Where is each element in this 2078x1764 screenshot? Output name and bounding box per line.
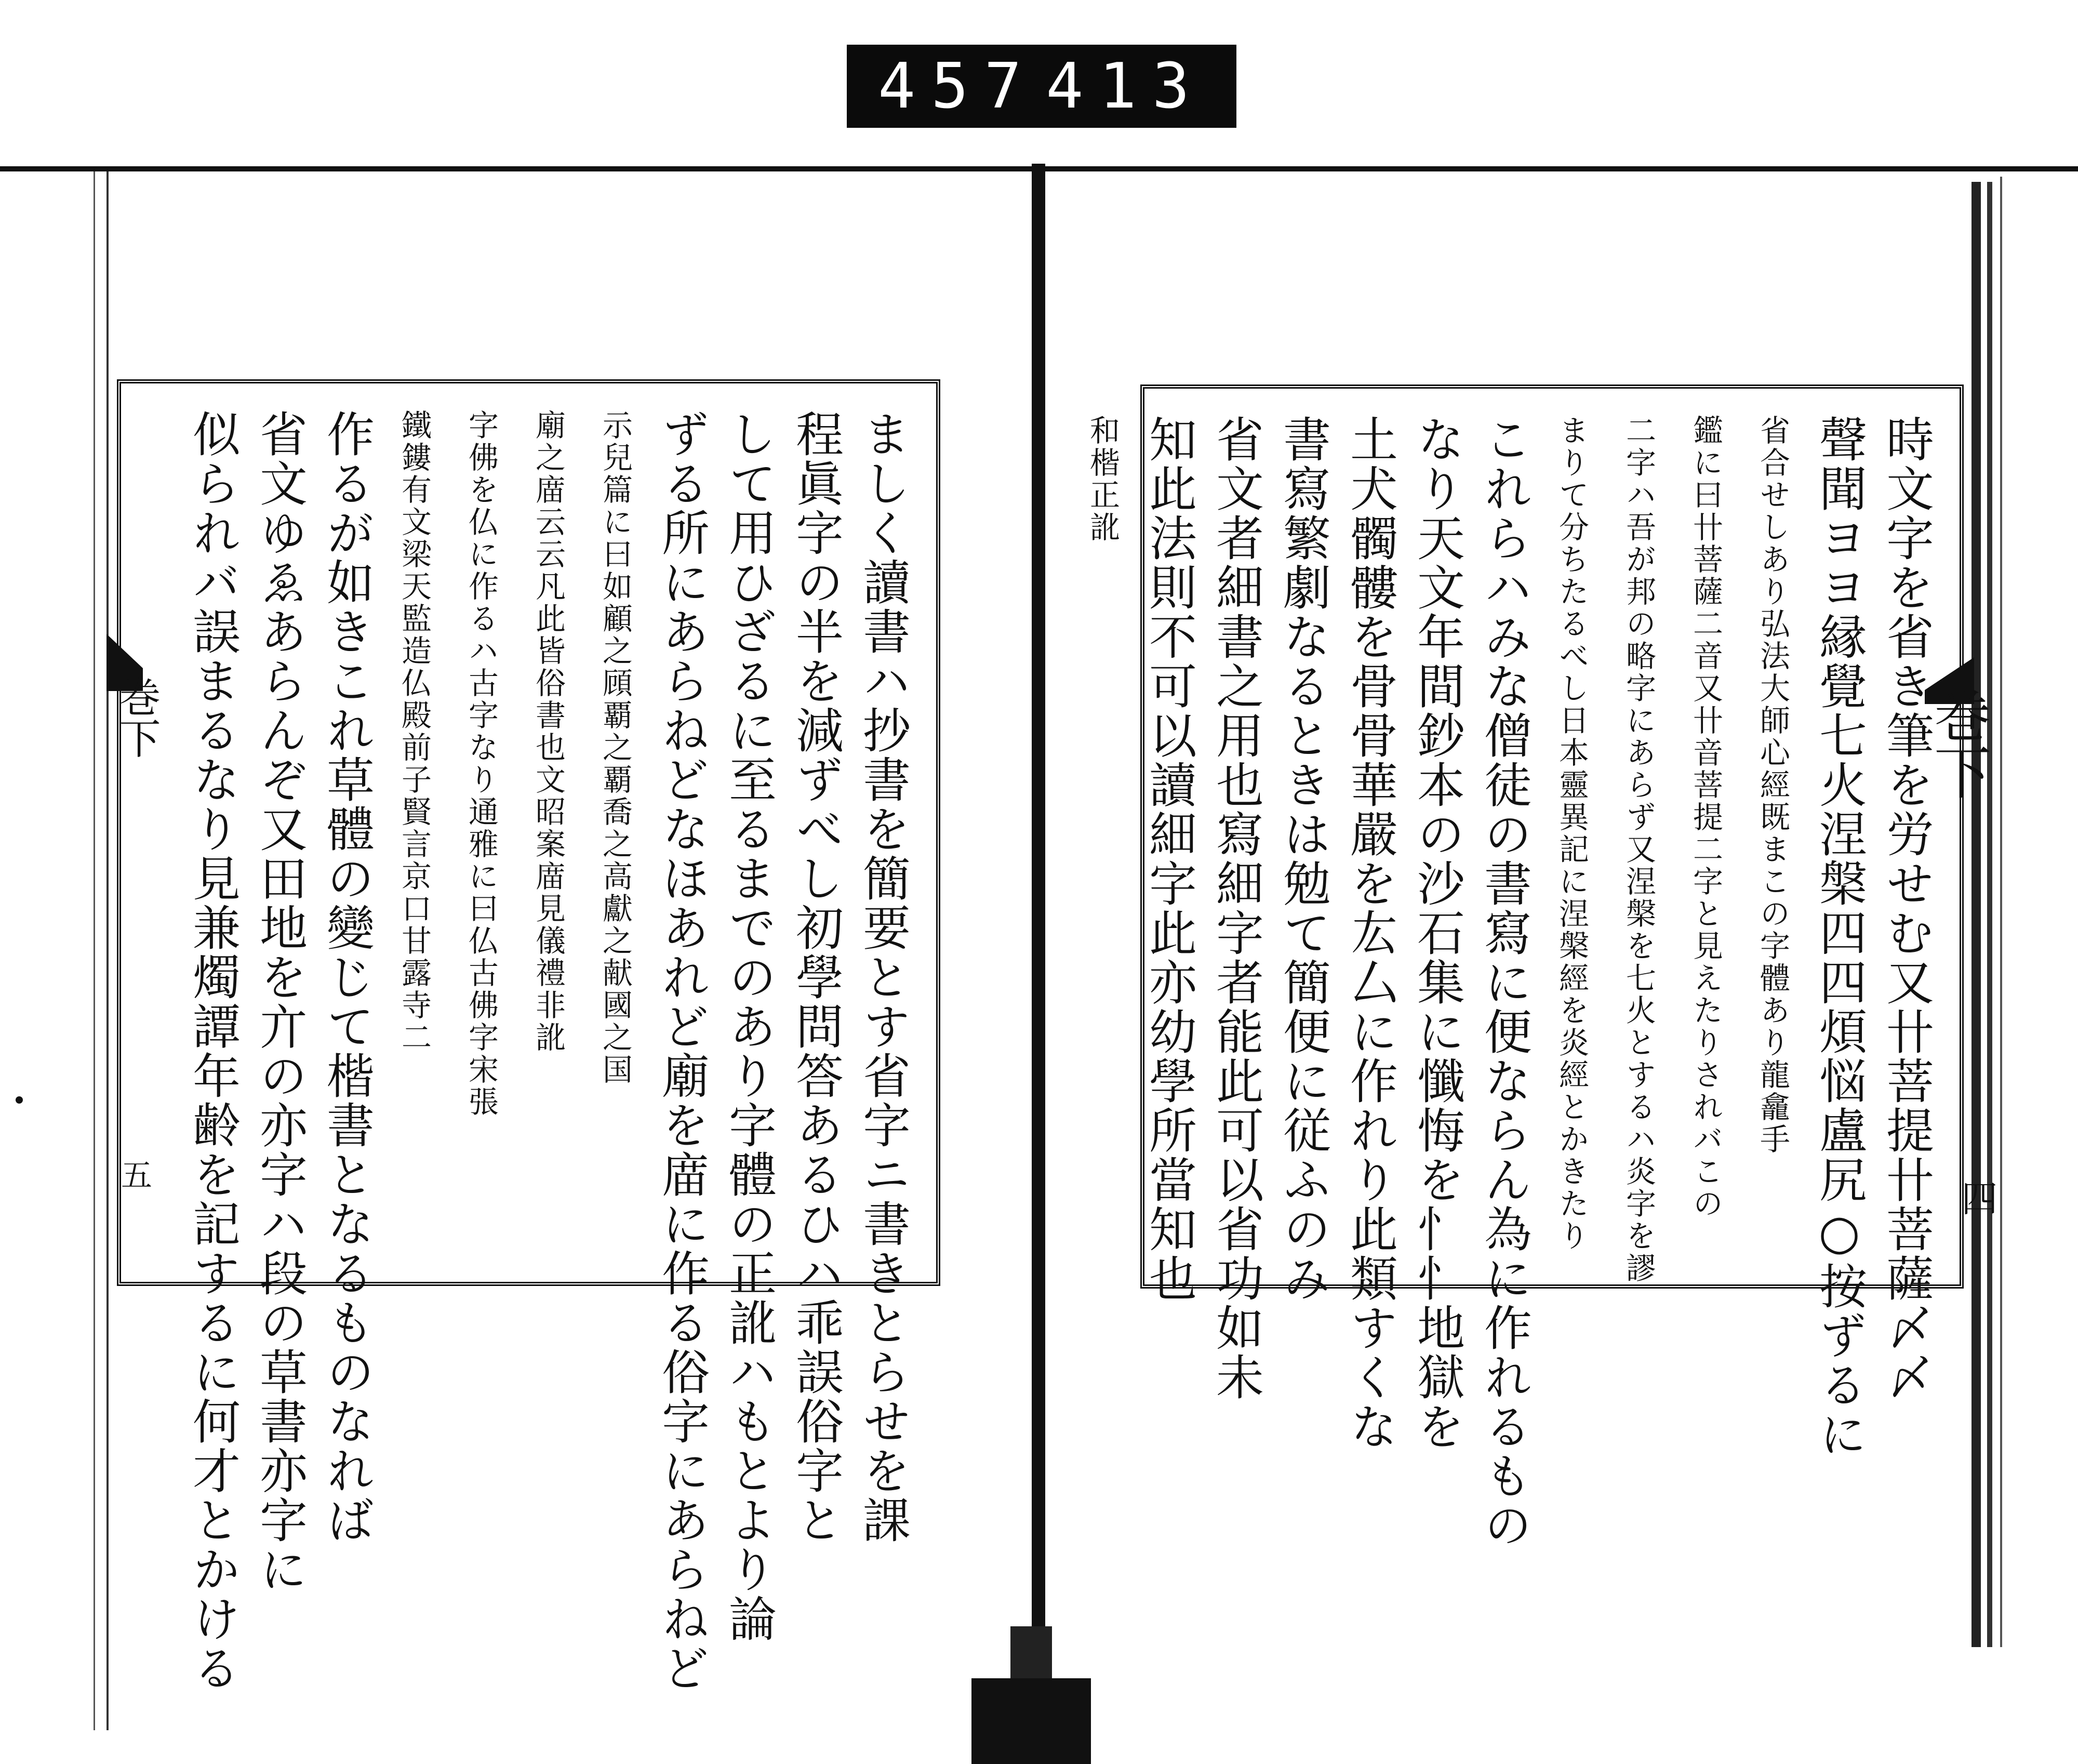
right-volume-label: 巻下 bbox=[1925, 686, 1991, 800]
right-text-column: なり天文年間鈔本の沙石集に懺悔を忄忄地獄を bbox=[1409, 415, 1465, 1451]
catalog-number-right: 413 bbox=[1046, 50, 1205, 123]
right-text-column: 知此法則不可以讀細字此亦幼學所當知也 bbox=[1141, 415, 1197, 1303]
right-text-column: 鑑に曰卄菩薩二音又卄音菩提二字と見えたりされバこの bbox=[1688, 415, 1723, 1220]
left-page-edge bbox=[106, 171, 109, 1730]
left-text-column: 鐵鏤有文梁天監造仏殿前子賢言京口甘露寺二 bbox=[396, 409, 432, 1054]
right-text-column: 時文字を省き筆を労せむ又卄菩提卄菩薩〆〆 bbox=[1879, 415, 1934, 1402]
right-text-column: 二字ハ吾が邦の略字にあらず又涅槃を七火とするハ炎字を謬 bbox=[1621, 415, 1656, 1284]
right-page-edge-b bbox=[1987, 182, 1992, 1647]
right-text-column: 省文者細書之用也寫細字者能此可以省功如未 bbox=[1208, 415, 1264, 1402]
left-text-column: 作るが如きこれ草體の變じて楷書となるものなれば bbox=[319, 409, 375, 1545]
right-folio-number: 四 bbox=[1955, 1179, 1998, 1216]
catalog-number-label bbox=[847, 45, 1236, 128]
left-text-column: 省文ゆゑあらんぞ又田地を亣の亦字ハ段の草書亦字に bbox=[252, 409, 308, 1594]
right-text-column: 聲聞ヨヨ縁覺七火涅槃四四煩悩盧尻○按ずるに bbox=[1811, 415, 1867, 1459]
left-text-column: ましく讀書ハ抄書を簡要とす省字ニ書きとらせを課 bbox=[855, 409, 911, 1545]
left-text-column: 程眞字の半を減ずべし初學問答あるひハ乖誤俗字と bbox=[788, 409, 844, 1545]
left-text-column: 廟之庿云云凡此皆俗書也文昭案庿見儀禮非訛 bbox=[530, 409, 566, 1054]
left-text-column: 似られバ誤まるなり見兼燭譚年齢を記するに何才とかける bbox=[185, 409, 241, 1693]
left-text-column: して用ひざるに至るまでのあり字體の正訛ハもとより論 bbox=[721, 409, 777, 1643]
right-text-column: これらハみな僧徒の書寫に便ならん為に作れるもの bbox=[1476, 415, 1532, 1550]
right-text-column: 書寫繁劇なるときは勉て簡便に従ふのみ bbox=[1275, 415, 1331, 1303]
right-page-edge-a bbox=[1972, 182, 1981, 1647]
left-page-text bbox=[141, 409, 916, 1693]
right-page-text bbox=[1085, 415, 1940, 1550]
right-text-column: まりて分ちたるべし日本靈異記に涅槃經を炎經とかきたり bbox=[1554, 415, 1589, 1252]
right-text-column: 和楷正訛 bbox=[1085, 415, 1120, 543]
left-text-column: 示兒篇に曰如顧之頋覇之覇喬之高獻之献國之国 bbox=[597, 409, 633, 1086]
spine-foot bbox=[971, 1678, 1091, 1764]
right-page-edge-c bbox=[2000, 177, 2002, 1647]
left-page-edge-outer bbox=[94, 171, 95, 1730]
right-text-column: 土犬髑髏を骨骨華嚴を厷厶に作れり此類すくな bbox=[1342, 415, 1398, 1451]
left-folio-number: 五 bbox=[116, 1159, 152, 1190]
left-text-column: 字佛を仏に作るハ古字なり通雅に曰仏古佛字宋張 bbox=[463, 409, 499, 1118]
catalog-number-left: 457 bbox=[878, 50, 1037, 123]
left-volume-label: 巻下 bbox=[112, 675, 161, 759]
left-text-column: ずる所にあらねどなほあれど廟を庿に作る俗字にあらねど bbox=[654, 409, 710, 1693]
right-text-column: 省合せしあり弘法大師心經既まこの字體あり龍龕手 bbox=[1755, 415, 1790, 1156]
book-spine bbox=[1032, 164, 1045, 1634]
ink-speck bbox=[16, 1096, 23, 1104]
right-page-frame bbox=[1085, 384, 1964, 1550]
left-page-frame bbox=[117, 379, 940, 1693]
